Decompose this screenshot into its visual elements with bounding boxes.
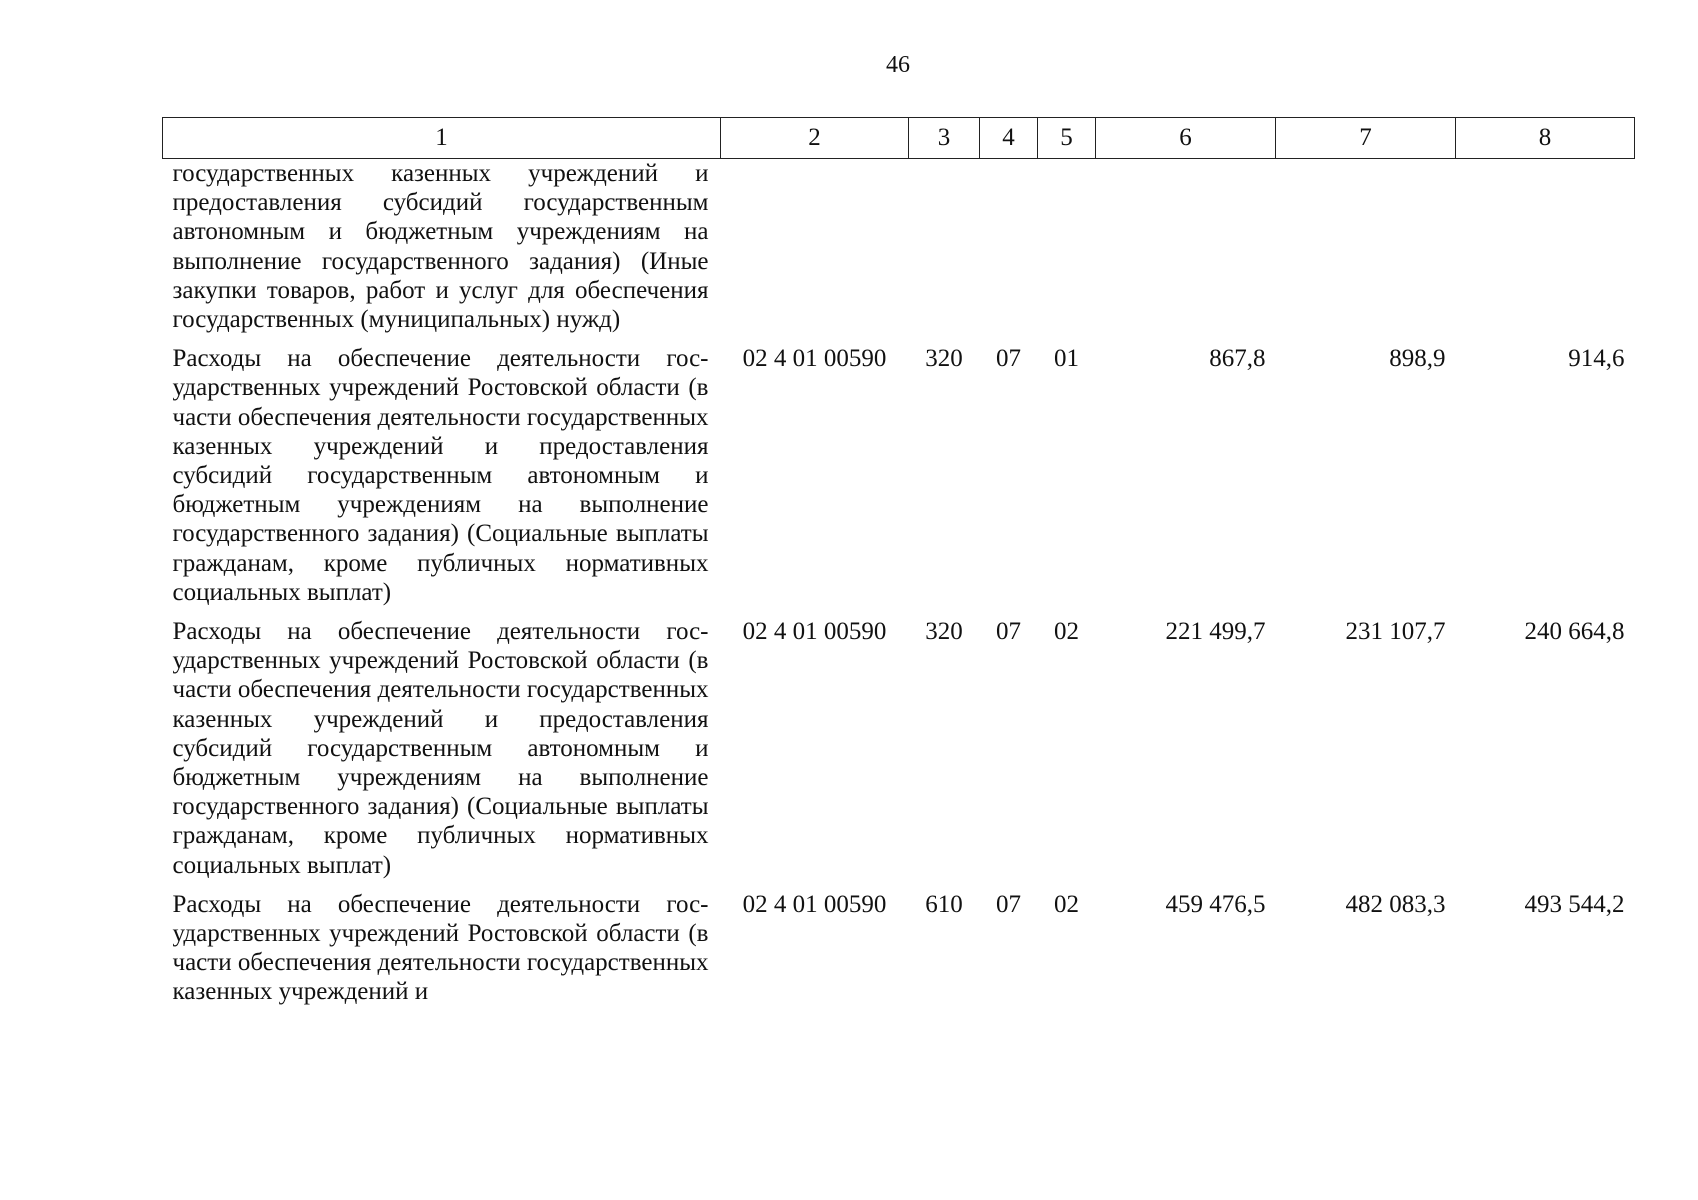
amount-col-6	[1096, 159, 1276, 345]
target-article-code: 02 4 01 00590	[742, 345, 887, 373]
section-code	[980, 159, 1038, 345]
column-header-1: 1	[163, 118, 721, 159]
amount-col-7: 231 107,7	[1345, 618, 1446, 646]
amount-col-7: 482 083,3	[1345, 890, 1446, 918]
expense-type-code: 610	[925, 890, 963, 918]
subsection-code: 01	[1054, 345, 1079, 373]
row-description: Расходы на обеспечение деятельности государственных учреждений Ростовской области (в части обеспечения деятельности государственных казенных учреждений и	[172, 890, 709, 1006]
amount-col-8: 493 544,2	[1524, 890, 1625, 918]
amount-col-7	[1276, 159, 1456, 345]
column-header-8: 8	[1456, 118, 1635, 159]
target-article-code: 02 4 01 00590	[742, 890, 887, 918]
table-row	[163, 344, 1635, 617]
amount-col-6: 459 476,5	[1165, 890, 1266, 918]
amount-col-8: 240 664,8	[1524, 618, 1625, 646]
section-code: 07	[996, 345, 1021, 373]
subsection-code: 02	[1054, 618, 1079, 646]
budget-table	[162, 117, 1635, 1017]
target-article-code	[721, 159, 909, 345]
table-row	[163, 617, 1635, 890]
section-code: 07	[996, 618, 1021, 646]
column-header-7: 7	[1276, 118, 1456, 159]
expense-type-code: 320	[925, 618, 963, 646]
row-description: государственных казенных учреждений и предоставления субсидий государственным автономным и бюджетным учреждениям на выполнение государственного задания) (Иные закупки товаров, работ и услуг для обеспечения государственных (муниципальных) нужд)	[172, 160, 709, 334]
table-row	[163, 159, 1635, 345]
table-row	[163, 890, 1635, 1017]
subsection-code	[1038, 159, 1096, 345]
column-header-3: 3	[909, 118, 980, 159]
row-description: Расходы на обеспечение деятельности государственных учреждений Ростовской области (в части обеспечения деятельности государственных казенных учреждений и предоставления субсидий государственным автономным и бюджетным учреждениям на выполнение государственного задания) (Социальные выплаты гражданам, кроме публичных нормативных социальных выплат)	[172, 345, 709, 606]
row-description: Расходы на обеспечение деятельности государственных учреждений Ростовской области (в части обеспечения деятельности государственных казенных учреждений и предоставления субсидий государственным автономным и бюджетным учреждениям на выполнение государственного задания) (Социальные выплаты гражданам, кроме публичных нормативных социальных выплат)	[172, 618, 709, 879]
column-header-4: 4	[980, 118, 1038, 159]
expense-type-code	[909, 159, 980, 345]
column-header-6: 6	[1096, 118, 1276, 159]
page-number: 46	[886, 52, 910, 78]
expense-type-code: 320	[925, 345, 963, 373]
amount-col-6: 221 499,7	[1165, 618, 1266, 646]
section-code: 07	[996, 890, 1021, 918]
amount-col-7: 898,9	[1389, 345, 1446, 373]
target-article-code: 02 4 01 00590	[742, 618, 887, 646]
amount-col-6: 867,8	[1209, 345, 1266, 373]
amount-col-8: 914,6	[1568, 345, 1625, 373]
subsection-code: 02	[1054, 890, 1079, 918]
amount-col-8	[1456, 159, 1635, 345]
column-header-5: 5	[1038, 118, 1096, 159]
column-number-header-row	[163, 118, 1635, 159]
column-header-2: 2	[721, 118, 909, 159]
